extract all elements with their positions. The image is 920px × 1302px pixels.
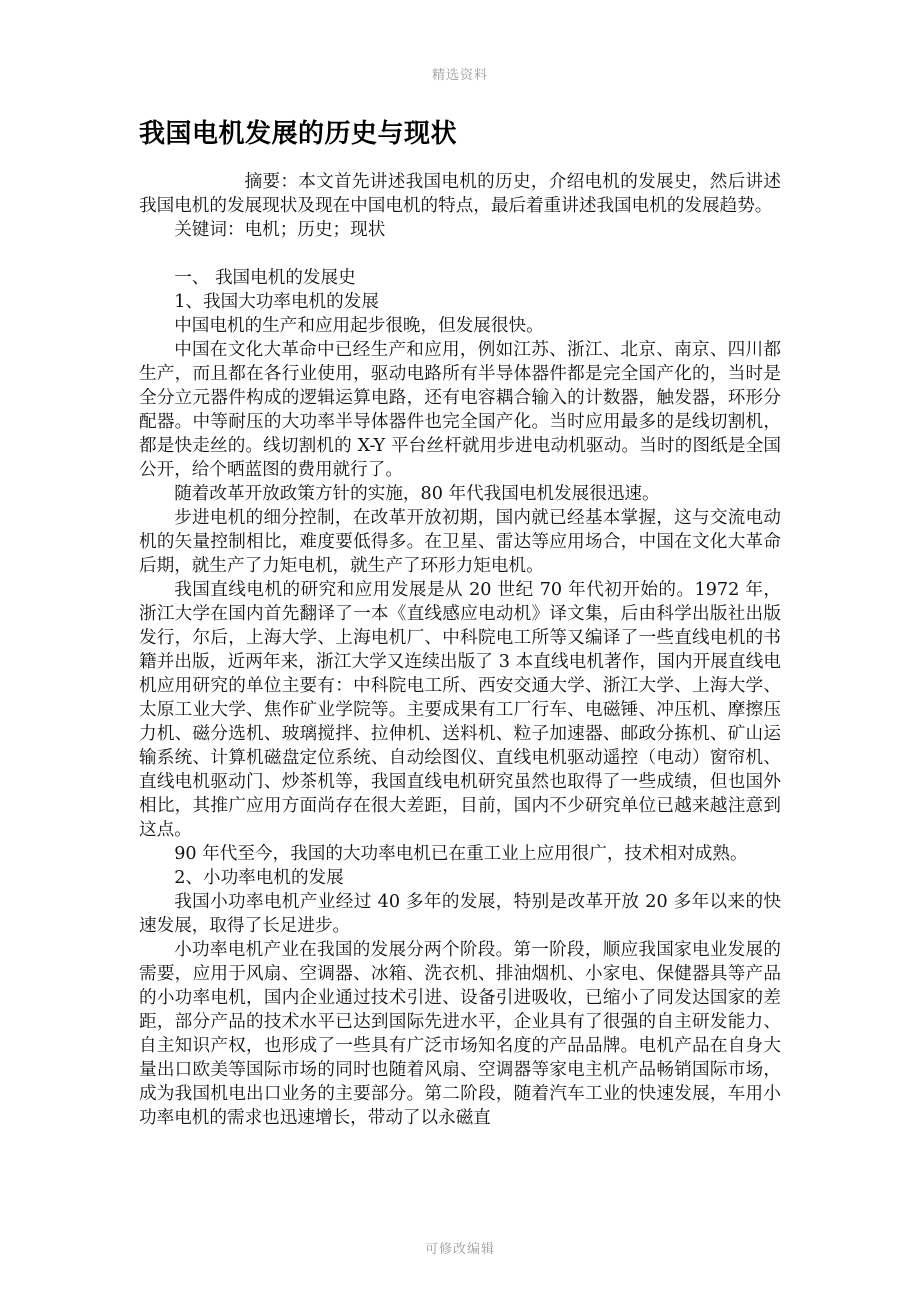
body-paragraph: 中国电机的生产和应用起步很晚，但发展很快。 — [174, 316, 544, 336]
abstract-paragraph: 摘要：本文首先讲述我国电机的历史，介绍电机的发展史，然后讲述我国电机的发展现状及现在中国电机的特点，最后着重讲述我国电机的发展趋势。 — [139, 172, 781, 216]
document-body — [139, 170, 781, 1130]
body-paragraph: 中国在文化大革命中已经生产和应用，例如江苏、浙江、北京、南京、四川都生产，而且都在各行业使用，驱动电路所有半导体器件都是完全国产化的，当时是全分立元器件构成的逻辑运算电路，还有电容耦合输入的计数器，触发器，环形分配器。中等耐压的大功率半导体器件也完全国产化。当时应用最多的是线切割机，都是快走丝的。线切割机的 X-Y 平台丝杆就用步进电动机驱动。当时的图纸是全国公开，给个晒蓝图的费用就行了。 — [139, 340, 781, 480]
body-paragraph: 随着改革开放政策方针的实施，80 年代我国电机发展很迅速。 — [174, 484, 660, 504]
body-paragraph: 小功率电机产业在我国的发展分两个阶段。第一阶段，顺应我国家电业发展的需要，应用于风扇、空调器、冰箱、洗衣机、排油烟机、小家电、保健器具等产品的小功率电机，国内企业通过技术引进、设备引进吸收，已缩小了同发达国家的差距，部分产品的技术水平已达到国际先进水平，企业具有了很强的自主研发能力、自主知识产权，也形成了一些具有广泛市场知名度的产品品牌。电机产品在自身大量出口欧美等国际市场的同时也随着风扇、空调器等家电主机产品畅销国际市场，成为我国机电出口业务的主要部分。第二阶段，随着汽车工业的快速发展，车用小功率电机的需求也迅速增长，带动了以永磁直 — [139, 940, 781, 1128]
section-heading: 一、 我国电机的发展史 — [174, 268, 356, 288]
page-footer: 可修改编辑 — [424, 1242, 495, 1257]
body-paragraph: 90 年代至今，我国的大功率电机已在重工业上应用很广，技术相对成熟。 — [174, 844, 748, 864]
subsection-heading: 2、小功率电机的发展 — [174, 868, 344, 888]
body-paragraph: 步进电机的细分控制，在改革开放初期，国内就已经基本掌握，这与交流电动机的矢量控制相比，难度要低得多。在卫星、雷达等应用场合，中国在文化大革命后期，就生产了力矩电机，就生产了环形力矩电机。 — [139, 508, 781, 576]
page-header: 精选资料 — [431, 68, 488, 83]
keywords-line: 关键词：电机；历史；现状 — [174, 220, 386, 240]
subsection-heading: 1、我国大功率电机的发展 — [174, 292, 379, 312]
body-paragraph: 我国小功率电机产业经过 40 多年的发展，特别是改革开放 20 多年以来的快速发展，取得了长足进步。 — [139, 892, 781, 936]
document-title: 我国电机发展的历史与现状 — [139, 119, 458, 149]
body-paragraph: 我国直线电机的研究和应用发展是从 20 世纪 70 年代初开始的。1972 年，浙江大学在国内首先翻译了一本《直线感应电动机》译文集，后由科学出版社出版发行，尔后，上海大学、上海电机厂、中科院电工所等又编译了一些直线电机的书籍并出版，近两年来，浙江大学又连续出版了 3 本直线电机著作，国内开展直线电机应用研究的单位主要有：中科院电工所、西安交通大学、浙江大学、上海大学、太原工业大学、焦作矿业学院等。主要成果有工厂行车、电磁锤、冲压机、摩擦压力机、磁分选机、玻璃搅拌、拉伸机、送料机、粒子加速器、邮政分拣机、矿山运输系统、计算机磁盘定位系统、自动绘图仪、直线电机驱动遥控（电动）窗帘机、直线电机驱动门、炒茶机等，我国直线电机研究虽然也取得了一些成绩，但也国外相比，其推广应用方面尚存在很大差距，目前，国内不少研究单位已越来越注意到这点。 — [139, 580, 781, 840]
